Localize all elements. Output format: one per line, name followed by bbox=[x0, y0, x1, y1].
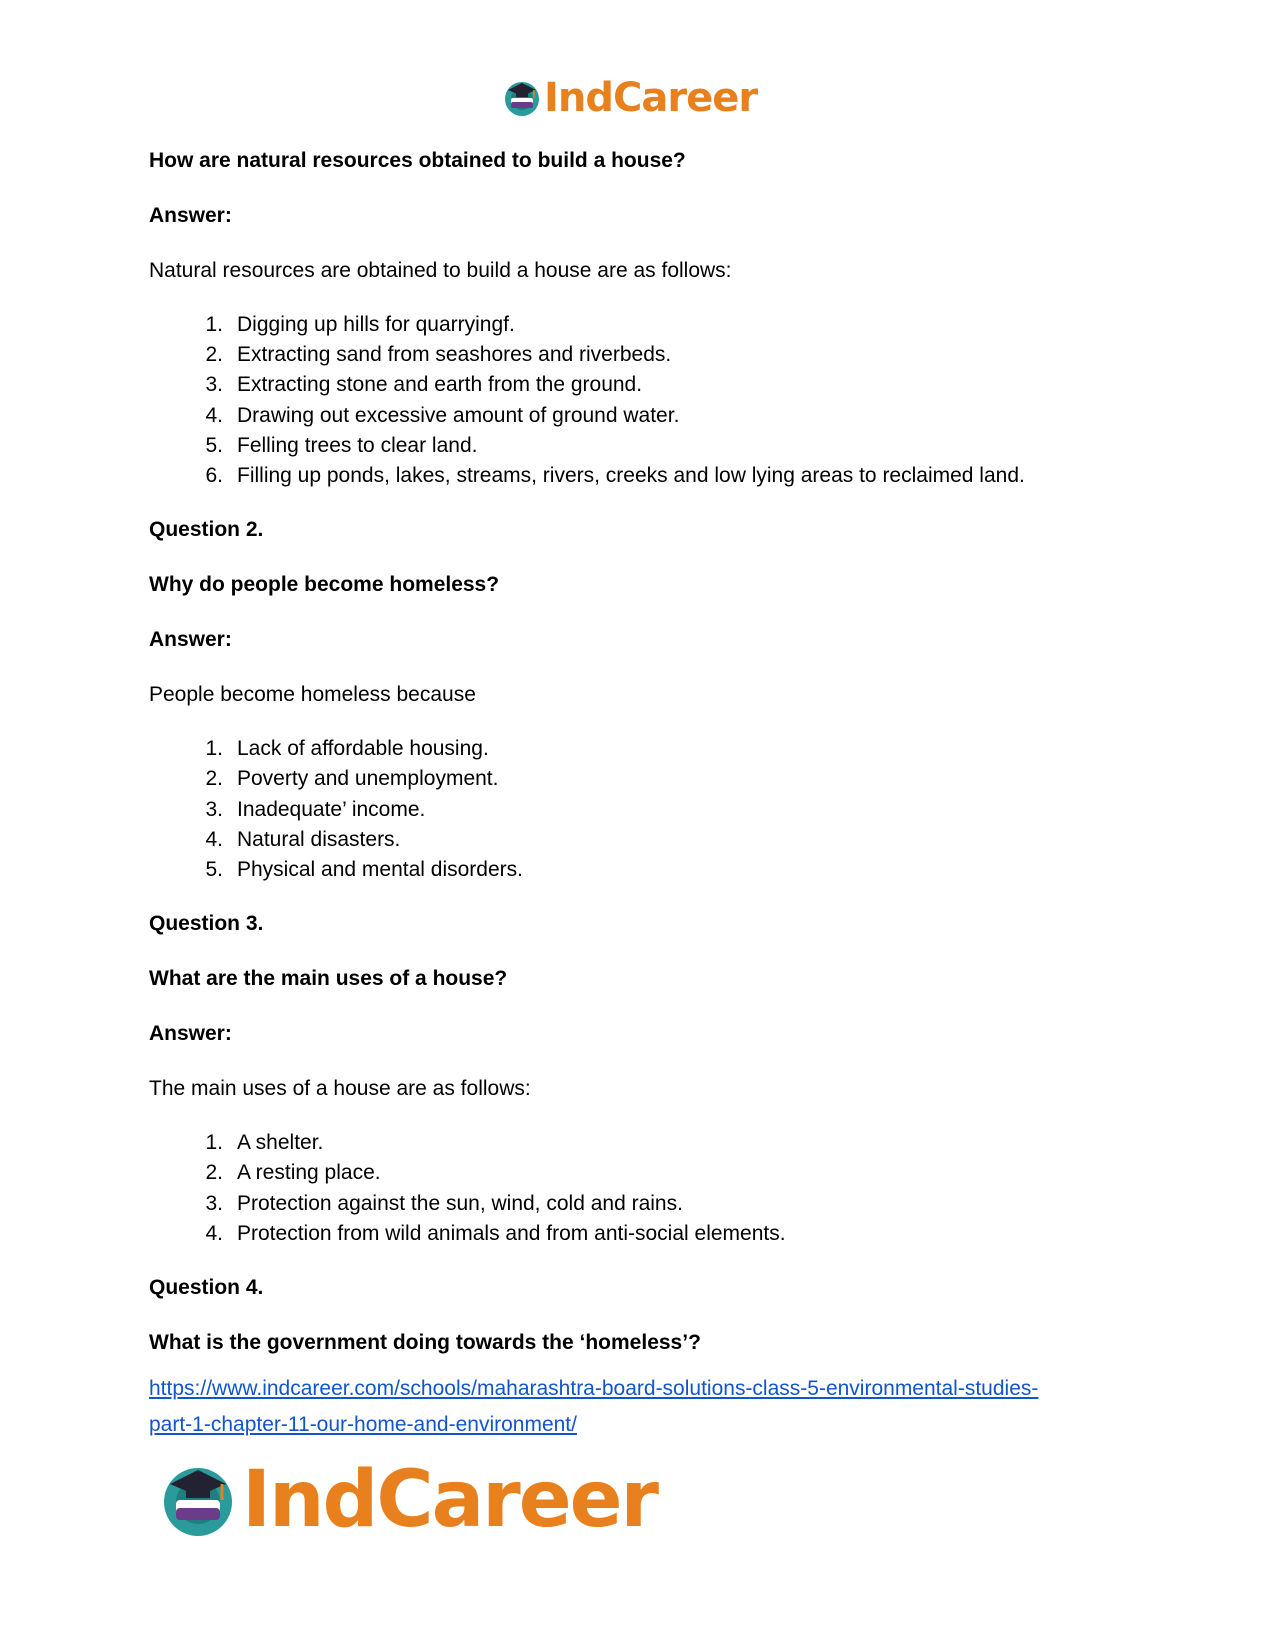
list-item: 5. Physical and mental disorders. bbox=[205, 858, 523, 882]
source-link[interactable] bbox=[149, 1371, 1129, 1443]
question-3-heading: Question 3. bbox=[149, 912, 264, 936]
question-2-heading: Question 2. bbox=[149, 518, 264, 542]
answer-3-label: Answer: bbox=[149, 1022, 232, 1046]
source-link-line-1: https://www.indcareer.com/schools/maharashtra-board-solutions-class-5-environmental-studies- bbox=[149, 1377, 1039, 1401]
answer-1-intro: Natural resources are obtained to build a house are as follows: bbox=[149, 259, 732, 282]
list-item: 5. Felling trees to clear land. bbox=[205, 433, 478, 457]
question-3-text: What are the main uses of a house? bbox=[149, 967, 508, 991]
list-item: 1. Digging up hills for quarryingf. bbox=[205, 313, 515, 336]
question-2-text: Why do people become homeless? bbox=[149, 573, 500, 597]
question-1-text: How are natural resources obtained to build a house? bbox=[149, 149, 686, 172]
list-item: 4. Drawing out excessive amount of ground water. bbox=[205, 403, 680, 427]
answer-3-intro: The main uses of a house are as follows: bbox=[149, 1077, 531, 1101]
source-link-line-2: part-1-chapter-11-our-home-and-environment/ bbox=[149, 1413, 577, 1437]
footer-logo bbox=[158, 1455, 657, 1545]
question-4-text: What is the government doing towards the ‘homeless’? bbox=[149, 1331, 701, 1355]
list-item: 4. Natural disasters. bbox=[205, 827, 401, 851]
list-item: 4. Protection from wild animals and from anti-social elements. bbox=[205, 1221, 786, 1245]
question-4-heading: Question 4. bbox=[149, 1276, 264, 1300]
list-item: 6. Filling up ponds, lakes, streams, rivers, creeks and low lying areas to reclaimed land. bbox=[205, 464, 1025, 488]
list-item: 2. A resting place. bbox=[205, 1161, 381, 1185]
header-logo bbox=[502, 75, 758, 121]
answer-3-list bbox=[149, 1128, 1129, 1249]
answer-2-list bbox=[149, 734, 1129, 885]
logo-text: IndCareer bbox=[242, 1455, 657, 1545]
list-item: 1. A shelter. bbox=[205, 1131, 324, 1155]
list-item: 2. Extracting sand from seashores and riverbeds. bbox=[205, 343, 672, 367]
list-item: 3. Protection against the sun, wind, cold and rains. bbox=[205, 1191, 683, 1215]
graduation-cap-globe-icon bbox=[502, 78, 542, 118]
list-item: 1. Lack of affordable housing. bbox=[205, 737, 489, 761]
logo-text: IndCareer bbox=[544, 75, 758, 121]
answer-2-intro: People become homeless because bbox=[149, 683, 476, 707]
list-item: 3. Extracting stone and earth from the ground. bbox=[205, 373, 643, 397]
answer-1-label: Answer: bbox=[149, 204, 232, 227]
list-item: 3. Inadequate’ income. bbox=[205, 797, 426, 821]
document-body bbox=[149, 145, 1129, 1443]
answer-2-label: Answer: bbox=[149, 628, 232, 652]
list-item: 2. Poverty and unemployment. bbox=[205, 767, 499, 791]
answer-1-list bbox=[149, 310, 1129, 491]
graduation-cap-globe-icon bbox=[158, 1460, 238, 1540]
